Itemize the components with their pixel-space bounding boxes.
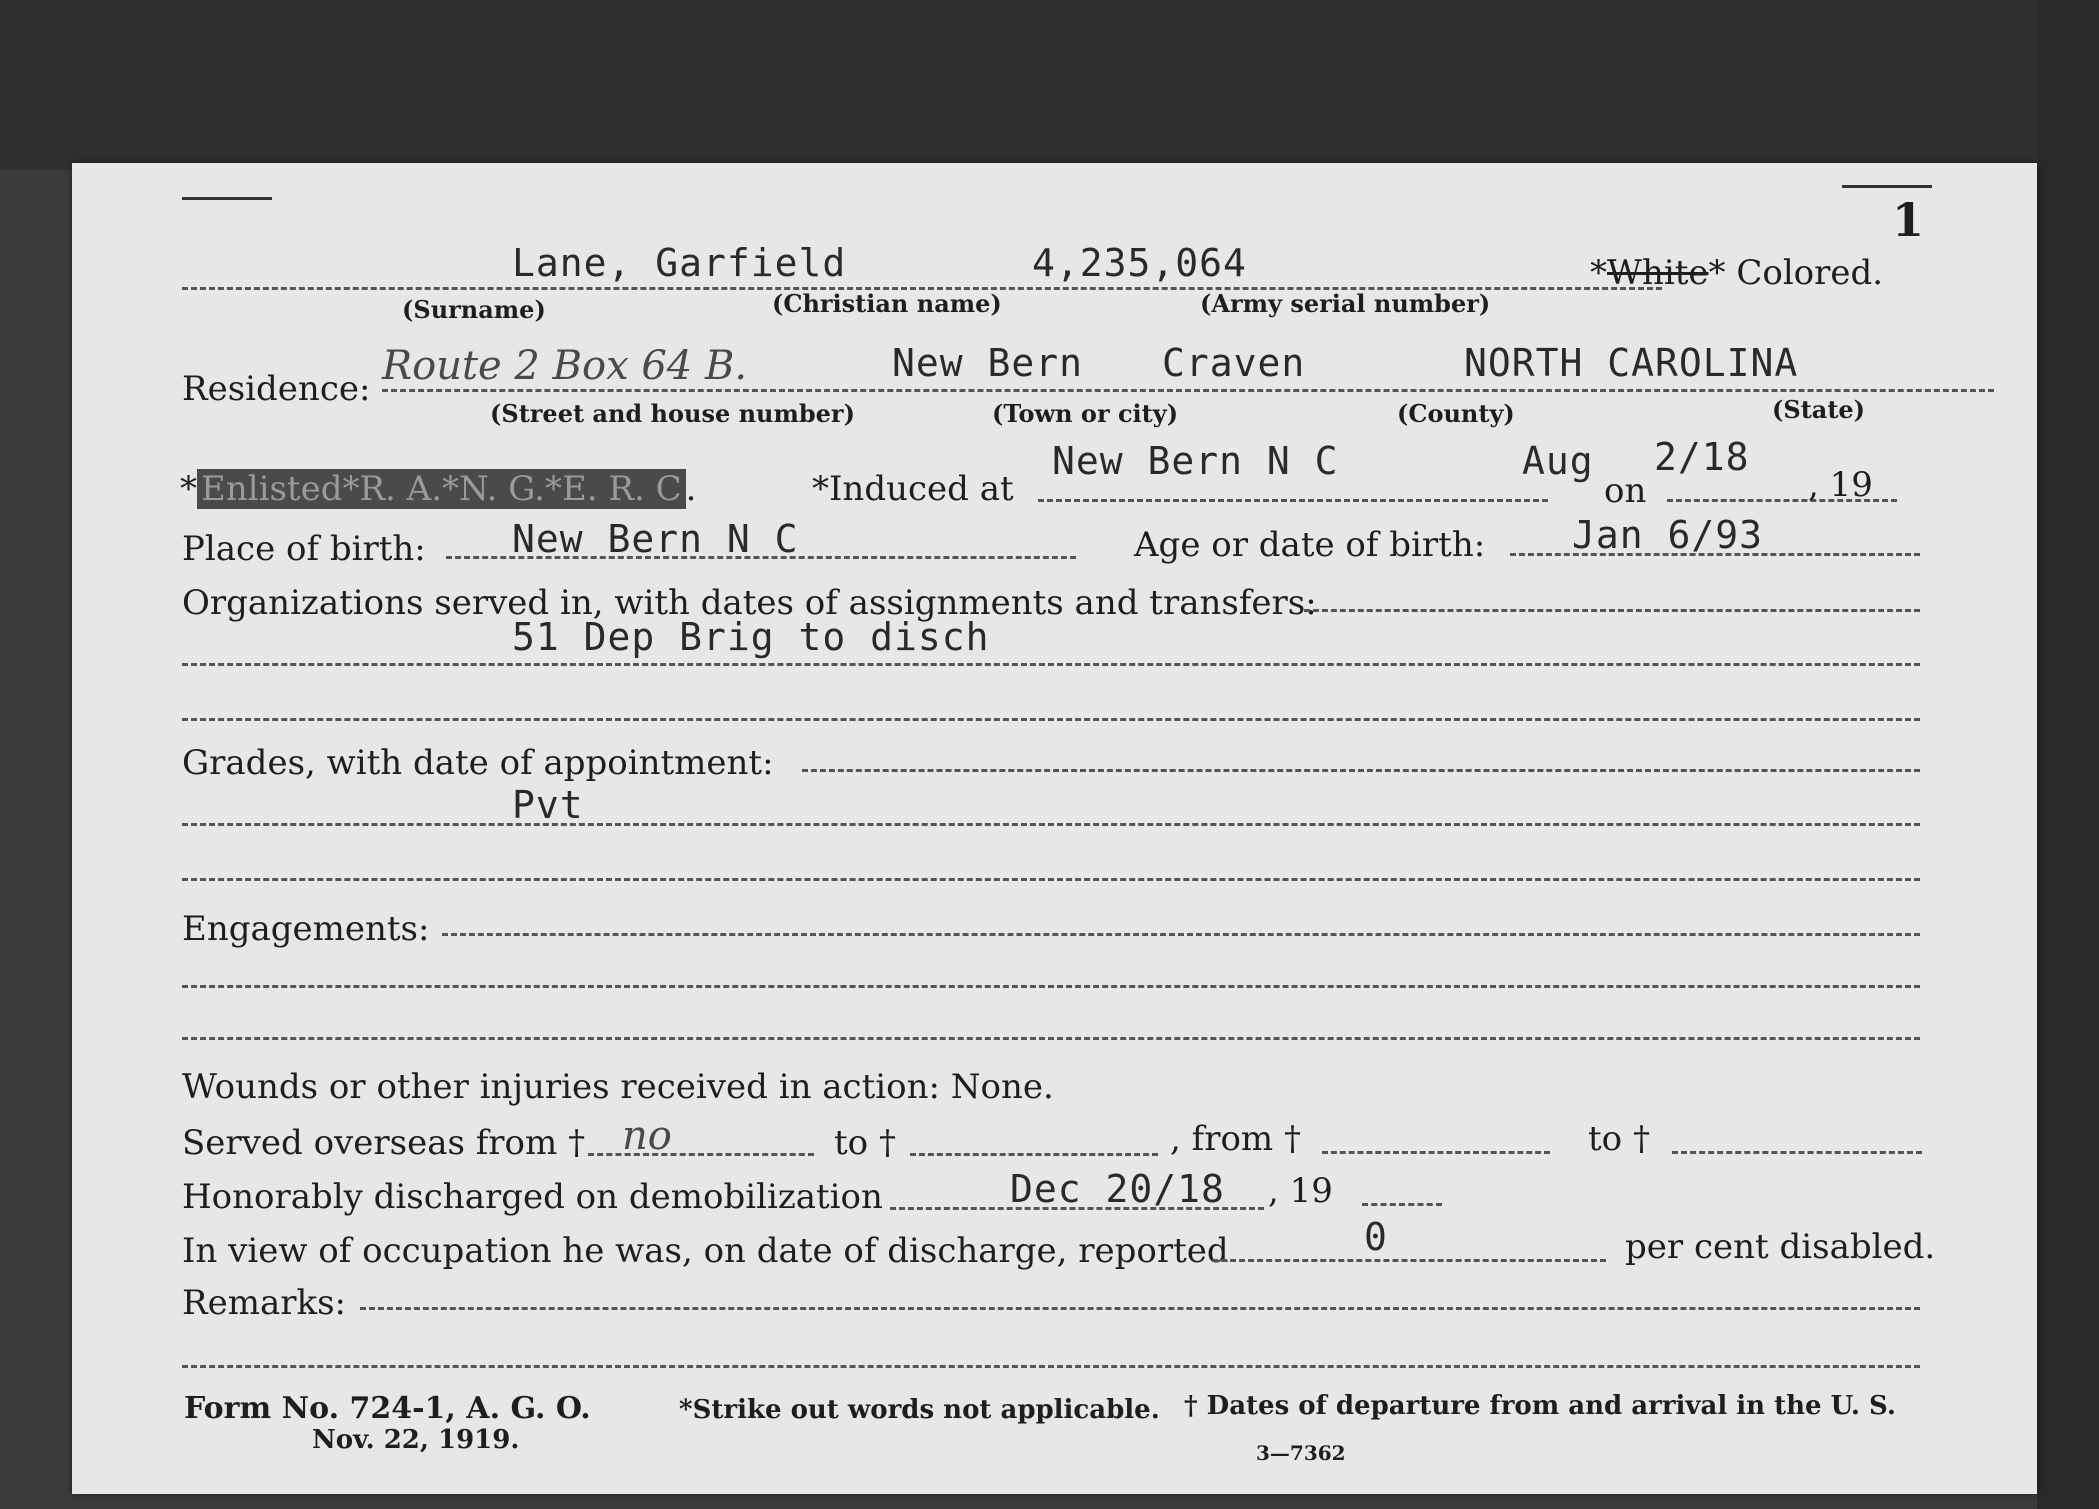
label-residence: Residence: <box>182 369 371 409</box>
enlisted-options: Enlisted*R. A.*N. G.*E. R. C <box>197 469 686 509</box>
remarks-line-1 <box>360 1307 1920 1310</box>
label-year: , 19 <box>1808 465 1873 505</box>
label-remarks: Remarks: <box>182 1283 346 1323</box>
race-white: White <box>1607 253 1709 293</box>
label-organizations: Organizations served in, with dates of assignments and transfers: <box>182 583 1317 623</box>
discharged-line <box>890 1207 1264 1210</box>
grades-line-2 <box>182 823 1920 826</box>
form-number: Form No. 724-1, A. G. O. <box>184 1391 591 1426</box>
label-in-view: In view of occupation he was, on date of discharge, reported <box>182 1231 1229 1271</box>
top-left-rule <box>182 197 272 200</box>
remarks-line-2 <box>182 1365 1920 1368</box>
enlisted-field: * Enlisted*R. A.*N. G.*E. R. C . <box>180 469 697 509</box>
serial-number: 4,235,064 <box>1032 241 1247 285</box>
race-field: *White* Colored. <box>1590 253 1884 293</box>
label-place-of-birth: Place of birth: <box>182 529 426 569</box>
label-christian-name: (Christian name) <box>772 289 1002 318</box>
engagements-line-2 <box>182 985 1920 988</box>
label-to: to † <box>834 1123 896 1163</box>
strike-note: *Strike out words not applicable. <box>679 1395 1160 1425</box>
overseas-from2-line <box>1322 1151 1550 1154</box>
card-number: 1 <box>1892 193 1925 247</box>
county-value: Craven <box>1162 341 1306 385</box>
organizations-line-3 <box>182 718 1920 721</box>
place-of-birth-value: New Bern N C <box>512 517 799 561</box>
overseas-from-line <box>588 1153 814 1156</box>
grades-line-1 <box>802 769 1920 772</box>
engagements-line-3 <box>182 1037 1920 1040</box>
label-state: (State) <box>1772 395 1866 424</box>
grades-line-3 <box>182 878 1920 881</box>
inducted-month: Aug <box>1522 439 1594 483</box>
form-code: 3—7362 <box>1256 1441 1346 1465</box>
label-wounds: Wounds or other injuries received in action: None. <box>182 1067 1054 1107</box>
dob-line <box>1510 553 1920 556</box>
label-army-serial: (Army serial number) <box>1200 289 1491 318</box>
inducted-place: New Bern N C <box>1052 439 1339 483</box>
label-county: (County) <box>1397 399 1515 428</box>
dob-value: Jan 6/93 <box>1572 513 1764 557</box>
label-year2: , 19 <box>1268 1171 1333 1211</box>
dates-note: † Dates of departure from and arrival in the U. S. <box>1184 1391 1896 1421</box>
discharged-year-line <box>1362 1203 1442 1206</box>
residence-line <box>382 389 1994 392</box>
label-age-dob: Age or date of birth: <box>1134 525 1486 565</box>
disabled-line <box>1212 1259 1606 1262</box>
overseas-to-line <box>910 1153 1158 1156</box>
organizations-line-1 <box>1304 609 1920 612</box>
organizations-line-2 <box>182 663 1920 666</box>
label-served-overseas: Served overseas from † <box>182 1123 586 1163</box>
form-date: Nov. 22, 1919. <box>312 1425 520 1455</box>
place-of-birth-line <box>446 556 1076 559</box>
background-right <box>2037 0 2099 1509</box>
label-grades: Grades, with date of appointment: <box>182 743 774 783</box>
street-value: Route 2 Box 64 B. <box>382 343 748 389</box>
town-value: New Bern <box>892 341 1084 385</box>
grades-value: Pvt <box>512 783 584 827</box>
inducted-date: 2/18 <box>1654 435 1750 479</box>
label-street: (Street and house number) <box>490 399 855 428</box>
label-engagements: Engagements: <box>182 909 430 949</box>
race-colored: Colored. <box>1736 253 1884 293</box>
label-town: (Town or city) <box>992 399 1179 428</box>
label-surname: (Surname) <box>402 295 546 324</box>
label-honorably-discharged: Honorably discharged on demobilization <box>182 1177 883 1217</box>
overseas-to2-line <box>1672 1151 1922 1154</box>
label-from: , from † <box>1170 1119 1301 1159</box>
surname-given: Lane, Garfield <box>512 241 847 285</box>
label-to2: to † <box>1588 1119 1650 1159</box>
draft-record-card <box>72 163 2037 1494</box>
label-on: on <box>1604 471 1647 511</box>
disabled-value: 0 <box>1364 1215 1388 1259</box>
engagements-line-1 <box>442 933 1920 936</box>
inducted-line <box>1038 499 1548 502</box>
label-inducted-at: *Induced at <box>812 469 1014 509</box>
background-top <box>0 0 2099 170</box>
label-per-cent: per cent disabled. <box>1625 1227 1936 1267</box>
top-right-rule <box>1842 185 1932 188</box>
state-value: NORTH CAROLINA <box>1464 341 1799 385</box>
discharged-value: Dec 20/18 <box>1010 1167 1225 1211</box>
organizations-value: 51 Dep Brig to disch <box>512 615 990 659</box>
overseas-from-value: no <box>622 1113 672 1159</box>
